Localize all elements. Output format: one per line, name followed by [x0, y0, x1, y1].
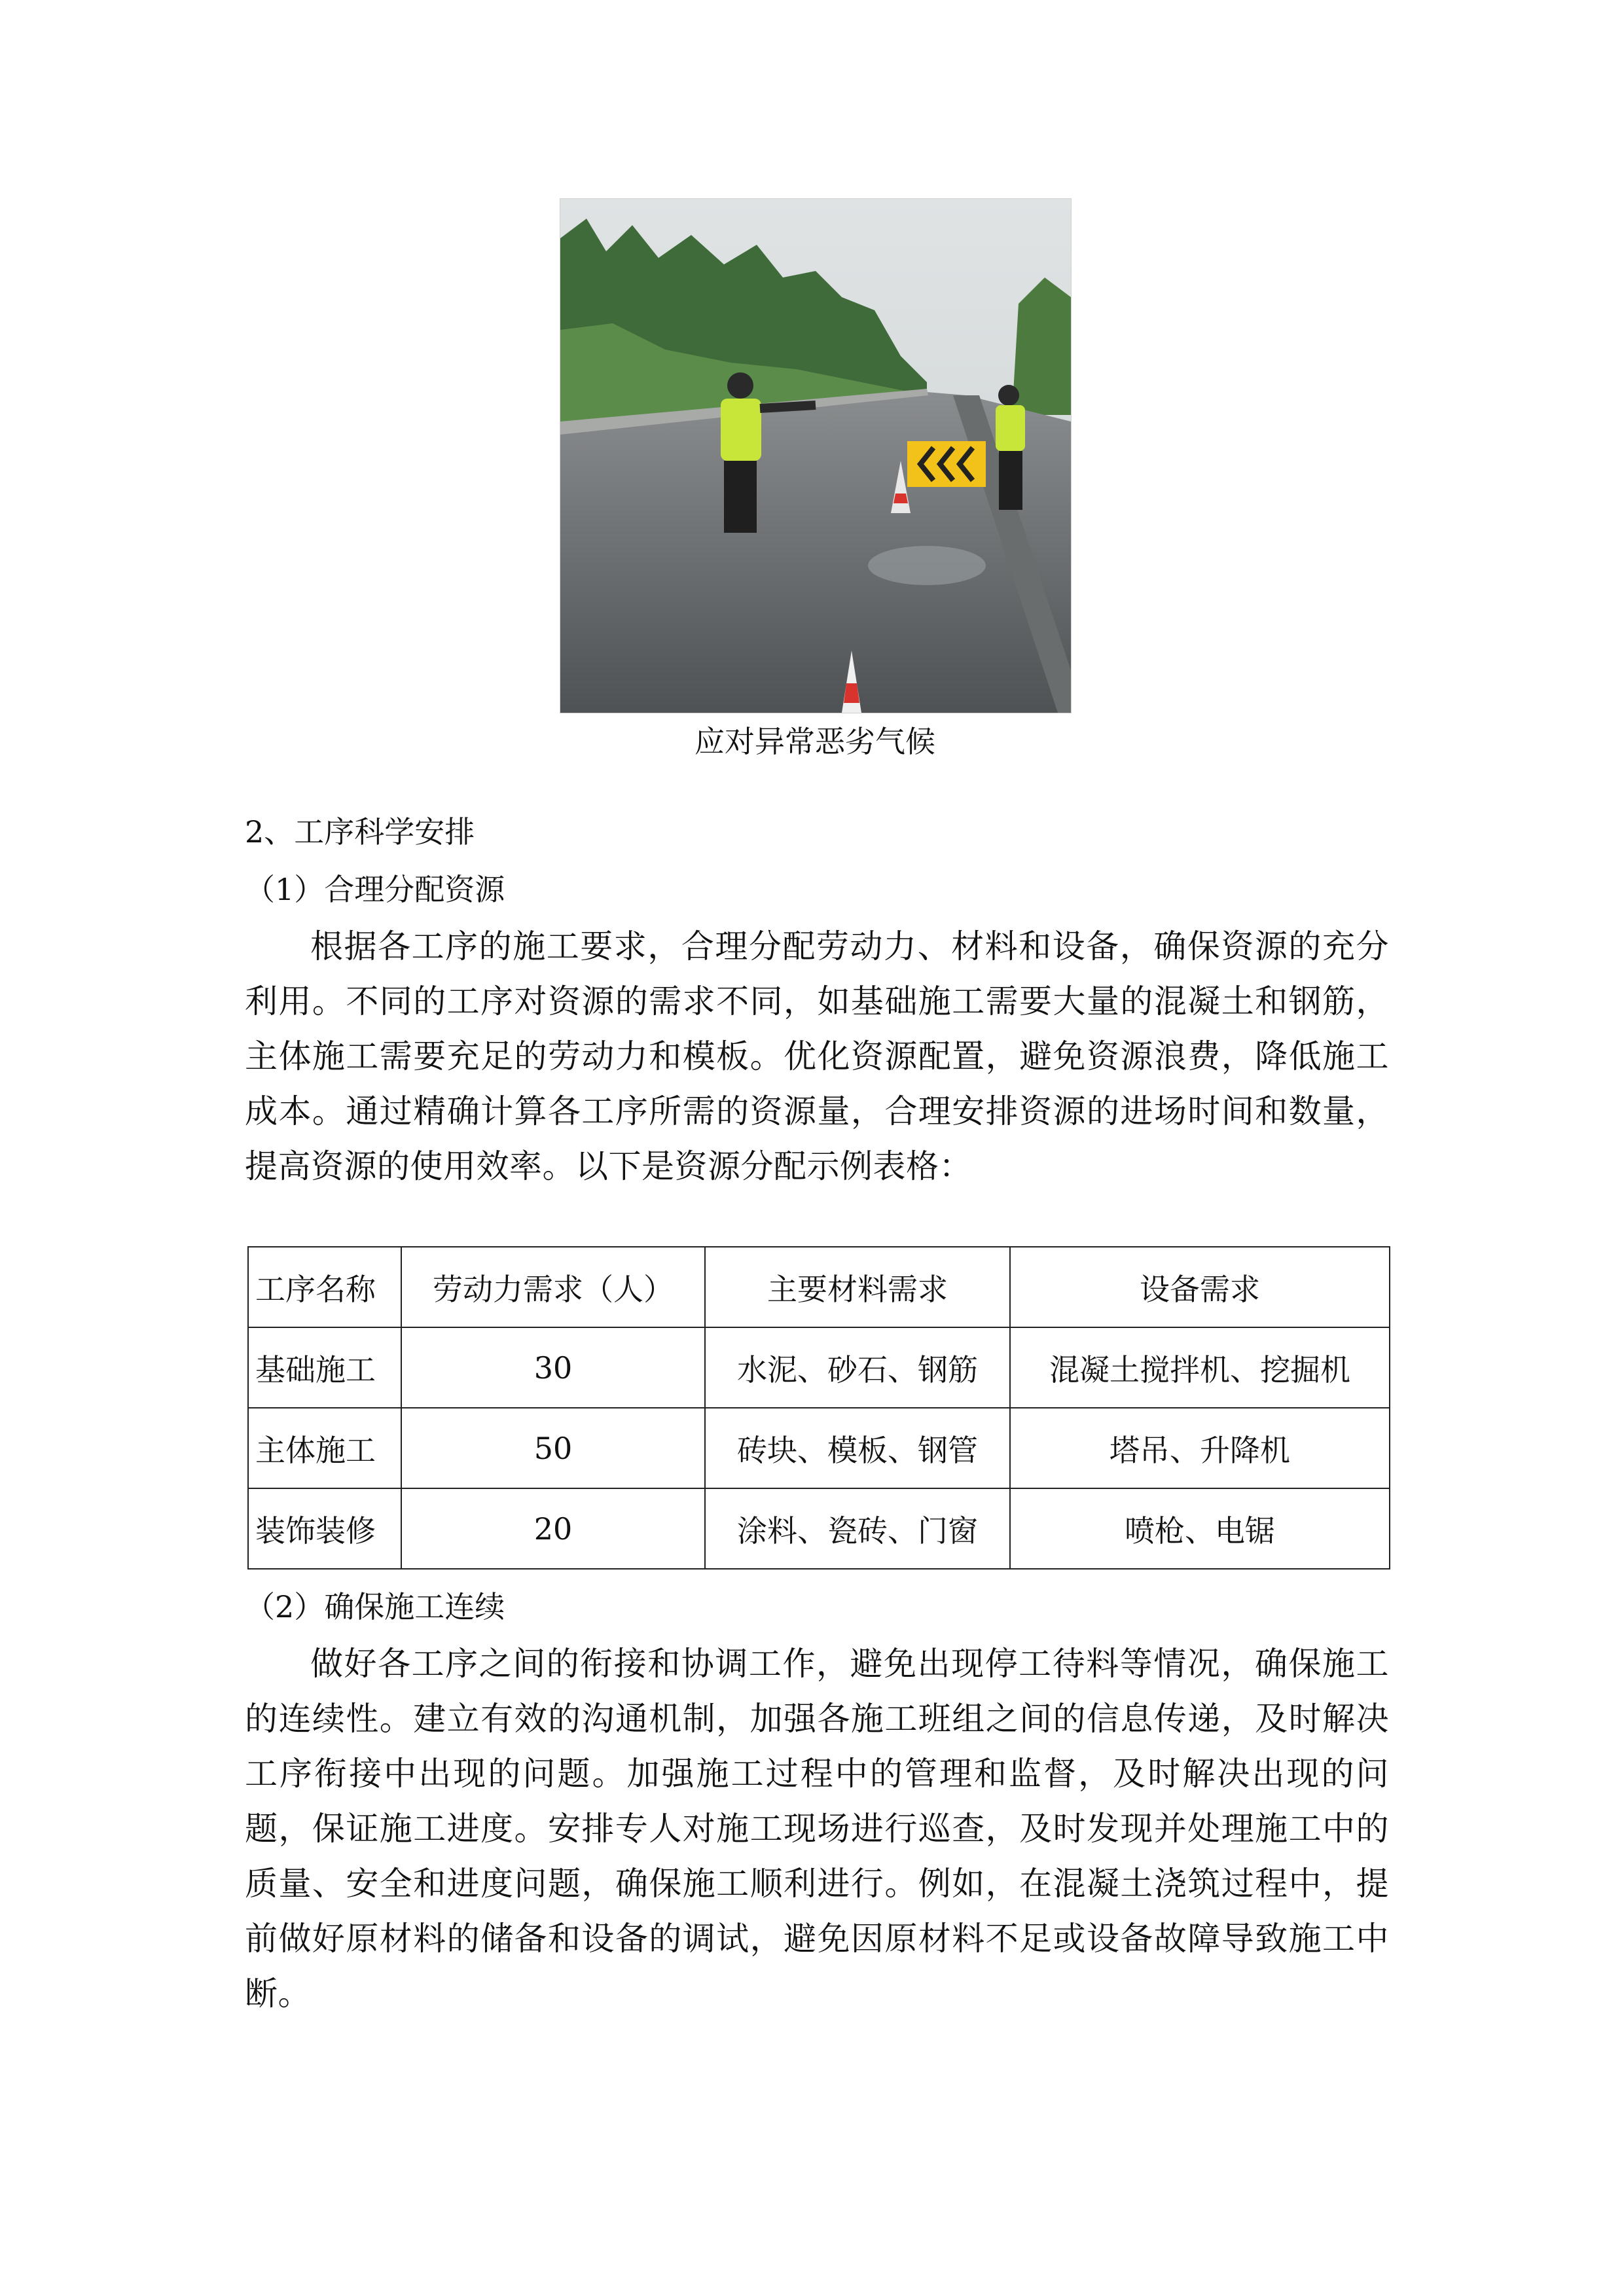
road-scene-illustration	[560, 199, 1071, 713]
header-equipment: 设备需求	[1010, 1247, 1390, 1327]
cell-equipment: 喷枪、电锯	[1010, 1488, 1390, 1569]
cell-materials: 砖块、模板、钢管	[705, 1408, 1010, 1488]
table-row	[248, 1408, 1390, 1488]
cell-labor: 50	[401, 1408, 705, 1488]
table-row	[248, 1488, 1390, 1569]
cell-equipment: 混凝土搅拌机、挖掘机	[1010, 1327, 1390, 1408]
continuity-paragraph: 做好各工序之间的衔接和协调工作，避免出现停工待料等情况，确保施工的连续性。建立有效的沟通机制，加强各施工班组之间的信息传递，及时解决工序衔接中出现的问题。加强施工过程中的管理和监督，及时解决出现的问题，保证施工进度。安排专人对施工现场进行巡查，及时发现并处理施工中的质量、安全和进度问题，确保施工顺利进行。例如，在混凝土浇筑过程中，提前做好原材料的储备和设备的调试，避免因原材料不足或设备故障导致施工中断。	[245, 1645, 1389, 2013]
cell-process: 装饰装修	[248, 1488, 401, 1569]
subsection-heading-resources: （1）合理分配资源	[245, 872, 505, 907]
header-process: 工序名称	[248, 1247, 401, 1327]
cell-equipment: 塔吊、升降机	[1010, 1408, 1390, 1488]
cell-process: 主体施工	[248, 1408, 401, 1488]
cell-materials: 水泥、砂石、钢筋	[705, 1327, 1010, 1408]
cell-materials: 涂料、瓷砖、门窗	[705, 1488, 1010, 1569]
subsection-heading-continuity: （2）确保施工连续	[245, 1589, 505, 1624]
table-row	[248, 1327, 1390, 1408]
cell-labor: 20	[401, 1488, 705, 1569]
resource-allocation-table	[247, 1246, 1390, 1570]
figure-caption: 应对异常恶劣气候	[695, 724, 935, 759]
section-heading: 2、工序科学安排	[245, 814, 475, 850]
weather-photo	[560, 198, 1072, 713]
table-header-row	[248, 1247, 1390, 1327]
cell-labor: 30	[401, 1327, 705, 1408]
header-materials: 主要材料需求	[705, 1247, 1010, 1327]
header-labor: 劳动力需求（人）	[401, 1247, 705, 1327]
cell-process: 基础施工	[248, 1327, 401, 1408]
resources-paragraph: 根据各工序的施工要求，合理分配劳动力、材料和设备，确保资源的充分利用。不同的工序对资源的需求不同，如基础施工需要大量的混凝土和钢筋，主体施工需要充足的劳动力和模板。优化资源配置，避免资源浪费，降低施工成本。通过精确计算各工序所需的资源量，合理安排资源的进场时间和数量，提高资源的使用效率。以下是资源分配示例表格：	[245, 927, 1389, 1185]
